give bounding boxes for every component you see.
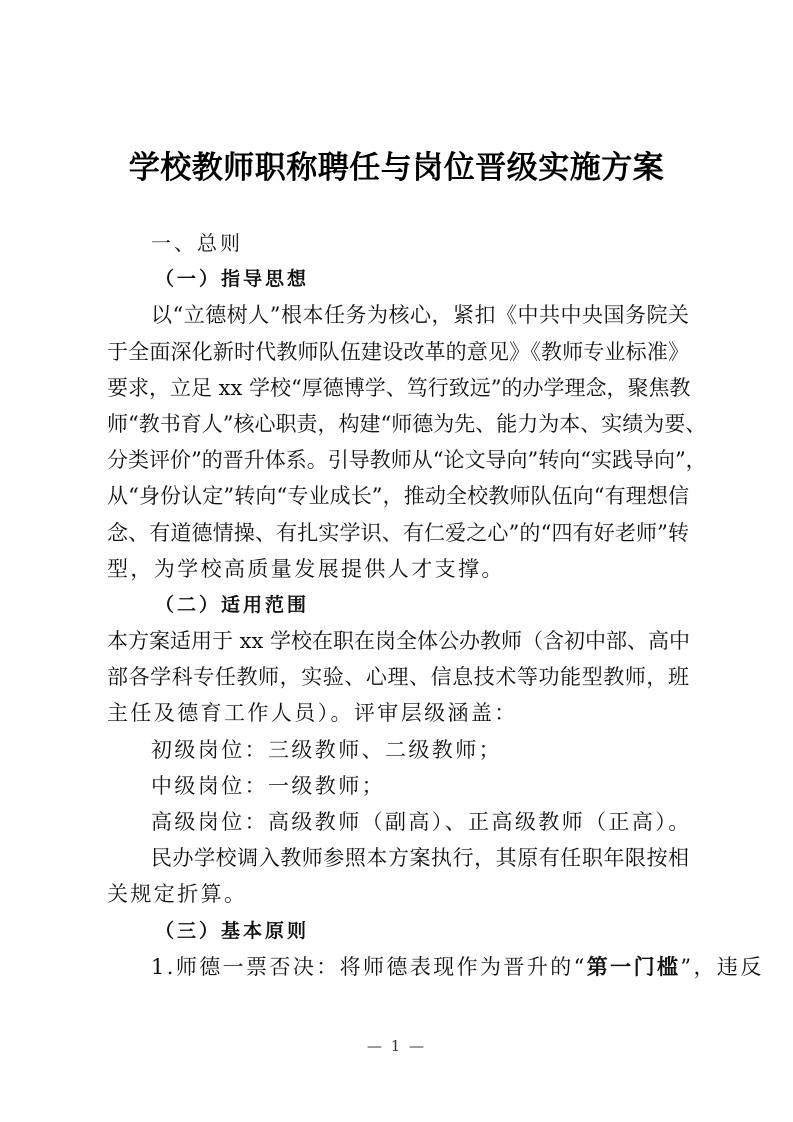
subsection-heading-principles: （三）基本原则 — [155, 919, 310, 942]
subsection-heading-scope: （二）适用范围 — [155, 593, 310, 616]
paragraph-line: 本方案适用于 xx 学校在职在岗全体公办教师（含初中部、高中 — [107, 629, 691, 654]
principle-1-line — [107, 949, 764, 985]
paragraph-line: 于全面深化新时代教师队伍建设改革的意见》《教师专业标准》 — [107, 339, 689, 364]
paragraph-line: 关规定折算。 — [107, 882, 248, 907]
paragraph-line: 部各学科专任教师，实验、心理、信息技术等功能型教师，班 — [107, 665, 689, 690]
paragraph-line: 分类评价”的晋升体系。引导教师从“论文导向”转向“实践导向”， — [107, 448, 707, 473]
paragraph-line: 要求，立足 xx 学校“厚德博学、笃行致远”的办学理念，聚焦教 — [107, 375, 691, 400]
level-item-senior: 高级岗位：高级教师（副高）、正高级教师（正高）。 — [151, 810, 692, 834]
paragraph-line: 从“身份认定”转向“专业成长”，推动全校教师队伍向“有理想信 — [107, 484, 689, 509]
paragraph-line: 主任及德育工作人员）。评审层级涵盖： — [107, 701, 518, 726]
paragraph-line: 型，为学校高质量发展提供人才支撑。 — [107, 556, 505, 581]
subsection-heading-guiding-ideology: （一）指导思想 — [155, 268, 310, 291]
principle-1-prefix: 1.师德一票否决：将师德表现作为晋升的“ — [151, 954, 587, 979]
paragraph-line: 师“教书育人”核心职责，构建“师德为先、能力为本、实绩为要、 — [107, 411, 707, 436]
paragraph-line: 以“立德树人”根本任务为核心，紧扣《中共中央国务院关 — [151, 303, 689, 328]
level-item-intermediate: 中级岗位：一级教师； — [151, 773, 385, 798]
paragraph-line: 民办学校调入教师参照本方案执行，其原有任职年限按相 — [151, 846, 689, 871]
document-body — [107, 225, 764, 985]
level-item-junior: 初级岗位：三级教师、二级教师； — [151, 737, 502, 762]
document-title: 学校教师职称聘任与岗位晋级实施方案 — [128, 150, 665, 186]
page-number: — 1 — — [366, 1037, 427, 1055]
principle-1-suffix: ”，违反 — [680, 954, 764, 979]
principle-1-emphasis: 第一门槛 — [586, 953, 681, 979]
paragraph-line: 念、有道德情操、有扎实学识、有仁爱之心”的“四有好老师”转 — [107, 520, 689, 545]
section-heading-general: 一、总则 — [151, 231, 243, 255]
